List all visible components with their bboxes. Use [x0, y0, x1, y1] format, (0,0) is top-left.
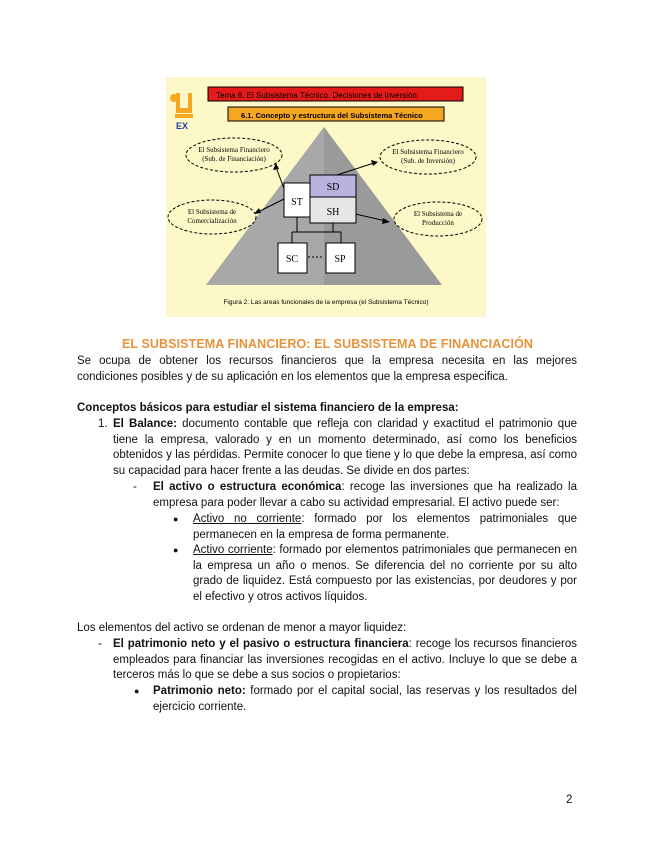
logo-icon: [170, 93, 193, 131]
patrimonio-term: El patrimonio neto y el pasivo o estructura financiera: [113, 638, 409, 650]
bullet-marker-no-corriente: ●: [173, 514, 179, 524]
svg-text:(Sub. de Financiación): (Sub. de Financiación): [202, 155, 266, 163]
dash-marker-patrimonio: -: [98, 638, 102, 650]
concepts-heading: Conceptos básicos para estudiar el sistema financiero de la empresa:: [77, 402, 459, 414]
banner-title: Tema 6. El Subsistema Técnico. Decisiones de inversión: [216, 91, 417, 100]
diagram: [166, 77, 486, 317]
intro-paragraph: Se ocupa de obtener los recursos financieros que la empresa necesita en las mejores condiciones posibles y de su aplicación en los elementos que la empresa especifica.: [77, 355, 577, 383]
banner-subtitle: 6.1. Concepto y estructura del Subsistema Técnico: [241, 111, 423, 120]
figure-subsistema-tecnico: [166, 77, 486, 317]
corriente-paragraph: [193, 543, 577, 605]
svg-text:El Subsistema Financiero: El Subsistema Financiero: [392, 148, 464, 156]
svg-text:Producción: Producción: [422, 219, 454, 227]
page-number: 2: [566, 794, 573, 806]
figure-caption: Figura 2: Las areas funcionales de la empresa (el Subsistema Técnico): [223, 299, 429, 306]
dash-marker-activo: -: [133, 481, 137, 493]
no-corriente-text: : formado por los elementos patrimoniales que permanecen en la empresa de forma permanente.: [193, 513, 578, 541]
activo-text: : recoge las inversiones que ha realizado la empresa para poder llevar a cabo su actividad empresarial. El activo puede ser:: [153, 481, 577, 509]
svg-text:El Subsistema de: El Subsistema de: [413, 210, 463, 218]
patrimonio-paragraph: [113, 637, 577, 684]
ellipse-produccion: [394, 202, 482, 236]
no-corriente-term: Activo no corriente: [193, 513, 302, 525]
svg-text:Comercialización: Comercialización: [187, 217, 237, 225]
order-paragraph: Los elementos del activo se ordenan de menor a mayor liquidez:: [77, 622, 407, 634]
corriente-term: Activo corriente: [193, 544, 273, 556]
bullet-marker-patrimonio-neto: ●: [134, 686, 140, 696]
ellipse-inversion: [380, 140, 476, 174]
patrimonio-neto-paragraph: [153, 684, 577, 715]
svg-text:SP: SP: [334, 254, 346, 265]
svg-text:SH: SH: [326, 207, 340, 218]
patrimonio-neto-text: formado por el capital social, las reservas y los resultados del ejercicio corriente.: [153, 685, 577, 713]
balance-paragraph: [113, 417, 577, 479]
corriente-text: : formado por elementos patrimoniales que permanecen en la empresa un año o menos. Se diferencia del no corriente por su alto grado de liquidez. Está compuesto por las existencias, por deudores y por el efectivo y otros activos líquidos.: [193, 544, 577, 603]
list-marker-1: 1.: [98, 418, 108, 430]
patrimonio-neto-term: Patrimonio neto:: [153, 685, 246, 697]
svg-text:SC: SC: [285, 254, 299, 265]
svg-text:El Subsistema de: El Subsistema de: [187, 208, 237, 216]
ellipse-financiacion: [186, 138, 282, 172]
activo-paragraph: [153, 480, 577, 511]
balance-text: documento contable que refleja con claridad y exactitud el patrimonio que tiene la empresa, valorado y en un momento determinado, así como los beneficios obtenidos y las pérdidas. Permite conocer lo que tiene y lo que debe la empresa, así como su capacidad para hacer frente a las deudas. Se divide en dos partes:: [113, 418, 577, 477]
logo-text: EX: [176, 121, 189, 131]
svg-text:SD: SD: [326, 182, 340, 193]
svg-text:ST: ST: [291, 197, 303, 208]
no-corriente-paragraph: [193, 512, 577, 543]
section-title: EL SUBSISTEMA FINANCIERO: EL SUBSISTEMA DE FINANCIACIÓN: [121, 337, 534, 351]
svg-text:El Subsistema Financiero: El Subsistema Financiero: [198, 146, 270, 154]
bullet-marker-corriente: ●: [173, 545, 179, 555]
svg-text:(Sub. de Inversión): (Sub. de Inversión): [401, 157, 455, 165]
balance-term: El Balance:: [113, 418, 177, 430]
ellipse-comercializacion: [168, 200, 256, 234]
patrimonio-text: : recoge los recursos financieros empleados para financiar las inversiones recogidas en el activo. Incluye lo que se debe a terceros más lo que se debe a sus socios o propietarios:: [113, 638, 577, 682]
activo-term: El activo o estructura económica: [153, 481, 342, 493]
